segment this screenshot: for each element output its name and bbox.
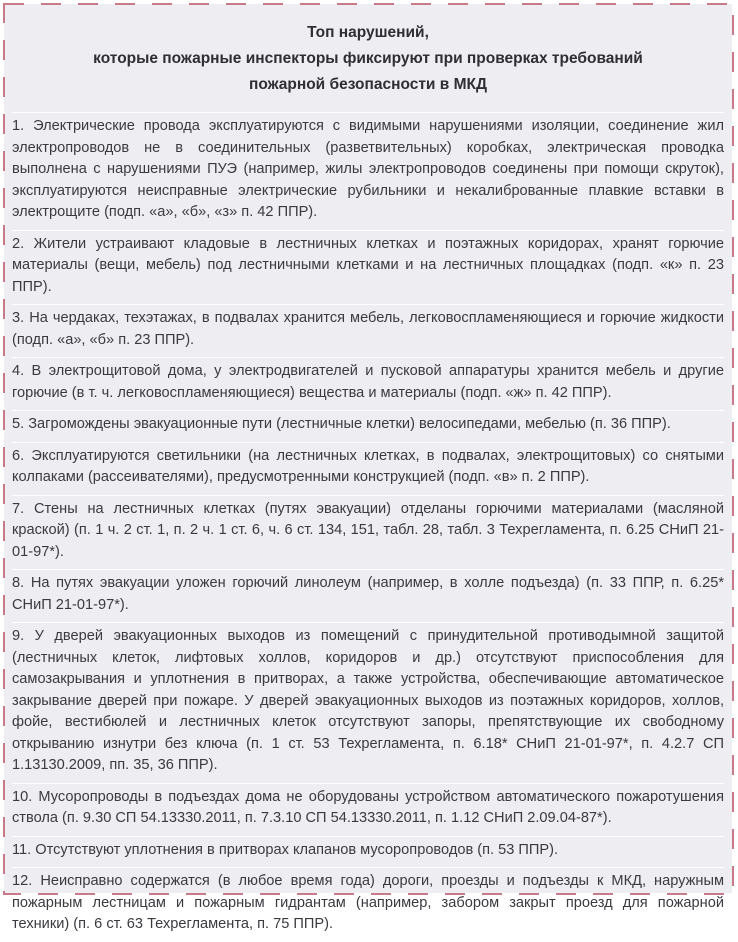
violation-item-3: 3. На чердаках, техэтажах, в подвалах хранится мебель, легковоспламеняющиеся и горючие жидкости (подп. «а», «б» п. 23 ППР). — [12, 304, 724, 357]
violation-item-8: 8. На путях эвакуации уложен горючий линолеум (например, в холле подъезда) (п. 33 ППР, п. 6.25* СНиП 21-01-97*). — [12, 569, 724, 622]
violation-item-7: 7. Стены на лестничных клетках (путях эвакуации) отделаны горючими материалами (масляной краской) (п. 1 ч. 2 ст. 1, п. 2 ч. 1 ст. 6, ч. 6 ст. 134, 151, табл. 28, табл. 3 Техрегламента, п. 6.25 СНиП 21-01-97*). — [12, 495, 724, 570]
violation-item-4: 4. В электрощитовой дома, у электродвигателей и пусковой аппаратуры хранится мебель и другие горючие (в т. ч. легковоспламеняющиеся) вещества и материалы (подп. «ж» п. 42 ППР). — [12, 357, 724, 410]
violation-item-6: 6. Эксплуатируются светильники (на лестничных клетках, в подвалах, электрощитовых) со снятыми колпаками (рассеивателями), предусмотренными конструкцией (подп. «в» п. 2 ППР). — [12, 442, 724, 495]
violation-item-2: 2. Жители устраивают кладовые в лестничных клетках и поэтажных коридорах, хранят горючие материалы (вещи, мебель) под лестничными клетками и на лестничных площадках (подп. «к» п. 23 ППР). — [12, 230, 724, 305]
title-line: Топ нарушений, — [307, 24, 429, 41]
violation-item-9: 9. У дверей эвакуационных выходов из помещений с принудительной противодымной защитой (лестничных клеток, лифтовых холлов, коридоров и др.) отсутствуют приспособления для самозакрывания и уплотнения в притворах, а также устройства, обеспечивающие автоматическое закрывание дверей при пожаре. У дверей эвакуационных выходов из поэтажных коридоров, холлов, фойе, вестибюлей и лестничных клеток отсутствуют запоры, препятствующие их свободному открыванию изнутри без ключа (п. 1 ст. 53 Техрегламента, п. 6.18* СНиП 21-01-97*, п. 4.2.7 СП 1.13130.2009, пп. 35, 36 ППР). — [12, 622, 724, 783]
violation-item-10: 10. Мусоропроводы в подъездах дома не оборудованы устройством автоматического пожаротушения ствола (п. 9.30 СП 54.13330.2011, п. 7.3.10 СП 54.13330.2011, п. 1.12 СНиП 2.09.04-87*). — [12, 783, 724, 836]
title-line: пожарной безопасности в МКД — [248, 76, 488, 93]
title-line: которые пожарные инспекторы фиксируют при проверках требований — [93, 50, 643, 67]
violation-item-11: 11. Отсутствуют уплотнения в притворах клапанов мусоропроводов (п. 53 ППР). — [12, 836, 724, 868]
document-title — [12, 20, 724, 98]
violation-item-12: 12. Неисправно содержатся (в любое время года) дороги, проезды и подъезды к МКД, наружным пожарным лестницам и пожарным гидрантам (например, забором закрыт проезд для пожарной техники) (п. 6 ст. 63 Техрегламента, п. 75 ППР). — [12, 867, 724, 942]
document-box — [4, 4, 732, 932]
document-content — [12, 16, 724, 942]
violation-item-1: 1. Электрические провода эксплуатируются с видимыми нарушениями изоляции, соединение жил электропроводов не в соединительных (разветвительных) коробках, электрическая проводка выполнена с нарушениями ПУЭ (например, жилы электропроводов соединены при помощи скруток), эксплуатируются неисправные электрические рубильники и некалиброванные плавкие вставки в электрощите (подп. «а», «б», «з» п. 42 ППР). — [12, 112, 724, 230]
violation-item-5: 5. Загромождены эвакуационные пути (лестничные клетки) велосипедами, мебелью (п. 36 ППР). — [12, 410, 724, 442]
